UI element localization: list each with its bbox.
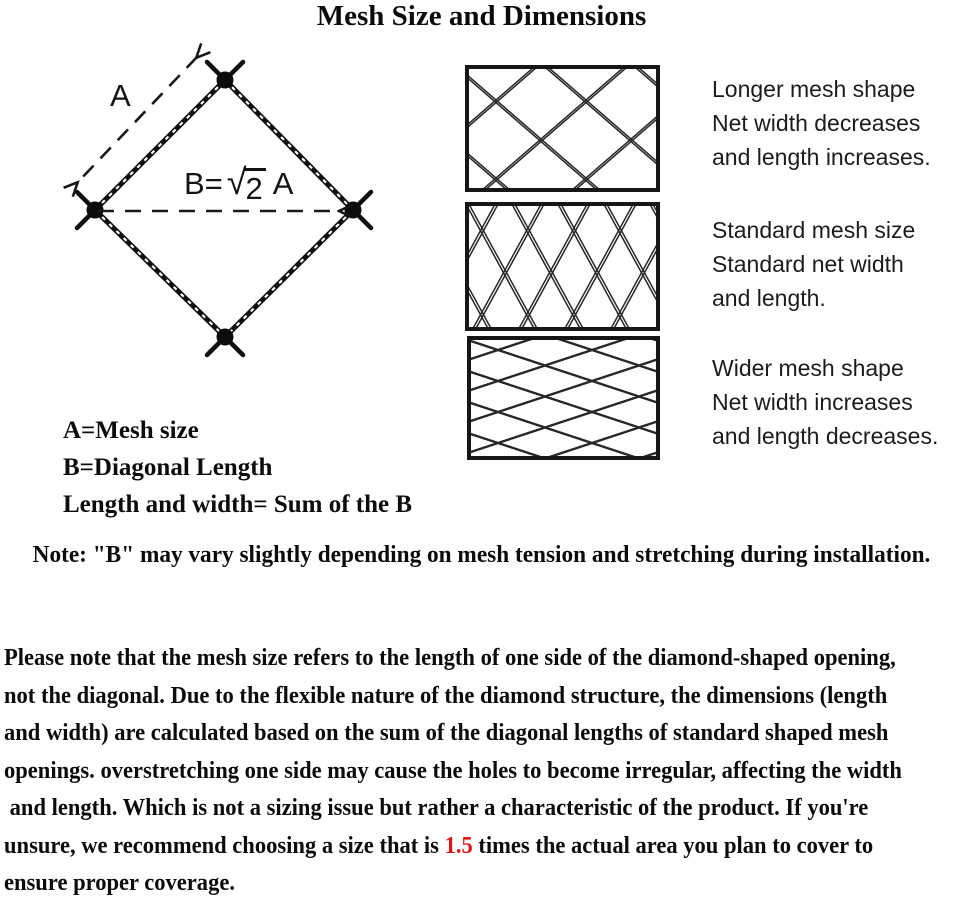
sqrt-icon: √ — [226, 161, 247, 202]
paragraph-line: openings. overstretching one side may cause the holes to become irregular, affecting the width — [4, 756, 902, 784]
paragraph-line-highlighted — [4, 827, 902, 865]
dimension-arrow-a — [77, 57, 197, 183]
legend-line-a: A=Mesh size — [63, 417, 199, 444]
standard-mesh-pattern — [469, 206, 656, 327]
legend — [63, 412, 412, 523]
label-b-suffix: A — [272, 166, 294, 201]
paragraph-last-line: ensure proper coverage. — [4, 869, 235, 896]
net-sides — [95, 80, 353, 337]
label-b-radicand: 2 — [245, 168, 266, 204]
caption-line: Standard mesh size — [712, 217, 916, 243]
wider-mesh-image — [467, 336, 660, 460]
legend-line-sum: Length and width= Sum of the B — [63, 491, 413, 518]
paragraph-text: unsure, we recommend choosing a size that is — [4, 831, 445, 859]
paragraph-line: not the diagonal. Due to the flexible nature of the diamond structure, the dimensions (length — [4, 681, 888, 709]
paragraph-line: and width) are calculated based on the sum of the diagonal lengths of standard shaped mesh — [4, 719, 889, 746]
description-paragraph — [4, 639, 902, 902]
paragraph-text: times the actual area you plan to cover to — [472, 831, 874, 859]
caption-line: Net width increases — [712, 389, 913, 415]
caption-wider — [712, 351, 938, 453]
highlight-multiplier: 1.5 — [444, 831, 473, 859]
mesh-pattern-fill — [471, 340, 656, 456]
caption-line: Wider mesh shape — [712, 355, 904, 381]
mesh-pattern-fill — [469, 69, 656, 188]
legend-line-b: B=Diagonal Length — [63, 454, 273, 481]
rope-texture — [95, 80, 353, 337]
caption-standard — [712, 213, 915, 315]
paragraph-line: and length. Which is not a sizing issue but rather a characteristic of the product. If you're — [4, 794, 869, 821]
label-a: A — [110, 78, 131, 113]
note-text: Note: "B" may vary slightly depending on mesh tension and stretching during installation. — [32, 541, 931, 568]
longer-mesh-image — [465, 65, 660, 192]
page-title: Mesh Size and Dimensions — [316, 0, 647, 32]
label-b — [184, 161, 294, 206]
caption-line: Net width decreases — [712, 110, 921, 136]
wider-mesh-pattern — [471, 340, 656, 456]
caption-line: and length increases. — [712, 144, 931, 170]
longer-mesh-pattern — [469, 69, 656, 188]
standard-mesh-image — [465, 202, 660, 331]
caption-line: Longer mesh shape — [712, 76, 916, 102]
mesh-pattern-fill — [469, 206, 656, 327]
caption-line: Standard net width — [712, 251, 904, 277]
mesh-diagram — [40, 40, 420, 400]
paragraph-line: Please note that the mesh size refers to the length of one side of the diamond-shaped opening, — [4, 644, 896, 671]
caption-line: and length. — [712, 285, 826, 311]
label-b-prefix: B= — [184, 166, 223, 201]
caption-longer — [712, 72, 931, 174]
caption-line: and length decreases. — [712, 423, 939, 449]
